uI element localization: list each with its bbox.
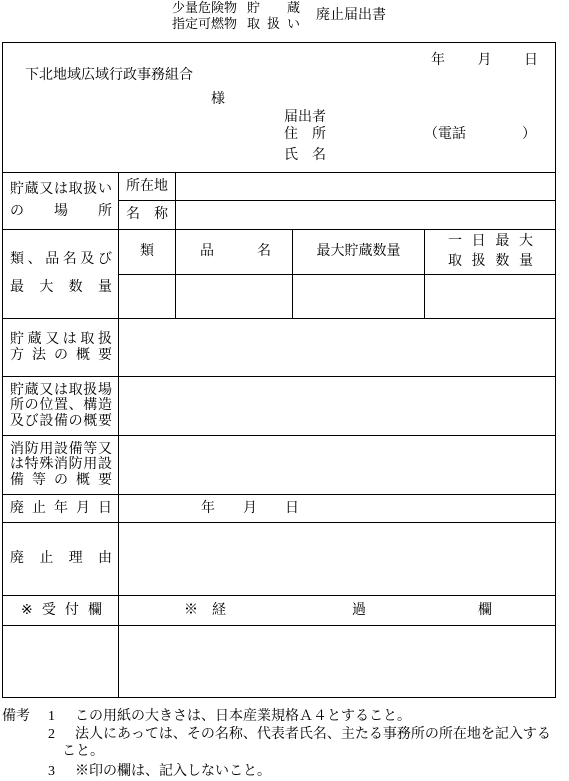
glyph: 構 <box>83 398 98 414</box>
glyph: 扱 <box>83 382 98 398</box>
document-title <box>172 0 386 32</box>
kinds-label-line <box>10 246 112 274</box>
glyph: 最 <box>495 234 510 249</box>
glyph: 年 <box>54 500 68 516</box>
method-label-line <box>10 332 112 348</box>
glyph: 消 <box>53 457 68 473</box>
glyph: 数 <box>495 254 510 269</box>
method-value-cell <box>119 319 556 377</box>
storage-location-label-line <box>10 179 112 201</box>
fire-equipment-label-line <box>10 457 112 473</box>
glyph: 法 <box>32 347 46 363</box>
glyph: 設 <box>97 457 112 473</box>
note-text: この用紙の大きさは、日本産業規格Ａ４とすること。 <box>75 709 411 724</box>
glyph: 概 <box>76 472 90 488</box>
glyph: 蔵 <box>27 331 42 347</box>
title-category-line: 少量危険物 <box>172 0 238 15</box>
title-main: 廃止届出書 <box>316 8 386 23</box>
glyph: 日 <box>471 234 486 249</box>
max-storage-header-cell <box>293 230 425 275</box>
recipient-name: 下北地域広域行政事務組合 <box>25 67 193 83</box>
fire-equipment-label-line <box>10 442 112 458</box>
note-number: 1 <box>48 709 55 724</box>
glyph: 扱 <box>97 331 112 347</box>
glyph: 品 <box>200 244 214 259</box>
applicant-phone-label: （電話 ） <box>424 126 536 142</box>
glyph: 日 <box>98 500 112 516</box>
glyph: の <box>68 413 83 429</box>
abolition-date-label-cell <box>3 495 119 523</box>
address-label-cell <box>119 173 176 201</box>
max-storage-value-cell <box>293 275 425 319</box>
glyph: 名 <box>257 244 271 259</box>
glyph: 要 <box>98 347 112 363</box>
kind-header: 類 <box>140 244 154 259</box>
glyph: 要 <box>97 413 112 429</box>
address-label <box>126 179 168 195</box>
glyph: 所 <box>98 204 112 219</box>
glyph: は <box>10 457 24 473</box>
glyph: 一 <box>448 234 462 249</box>
address-value-cell <box>176 173 556 201</box>
reception-value-cell <box>3 626 119 698</box>
glyph: 等 <box>83 441 98 457</box>
kind-value-cell <box>119 275 176 319</box>
glyph: 取 <box>68 182 83 197</box>
title-category-column <box>172 0 240 32</box>
applicant-address-label: 住 所 <box>284 126 326 142</box>
product-name-header-cell <box>176 230 293 275</box>
glyph: 付 <box>64 602 79 618</box>
glyph: 、 <box>68 398 83 414</box>
glyph: 等 <box>32 472 46 488</box>
glyph: 月 <box>76 500 90 516</box>
facility-name-label-cell <box>119 201 176 230</box>
glyph: 場 <box>54 204 68 219</box>
glyph: 貯 <box>10 182 24 197</box>
glyph: 由 <box>97 551 112 566</box>
kind-header-cell <box>119 230 176 275</box>
max-handling-header-line <box>448 252 533 272</box>
glyph: 大 <box>518 234 533 249</box>
glyph: 用 <box>83 457 98 473</box>
glyph: 取 <box>247 16 261 31</box>
glyph: 量 <box>97 280 112 295</box>
reason-label <box>10 551 112 567</box>
glyph: 品 <box>45 252 60 267</box>
glyph: 蔵 <box>24 382 39 398</box>
glyph: の <box>54 347 68 363</box>
glyph: 、 <box>27 252 42 267</box>
applicant-name-label: 氏 名 <box>284 147 326 163</box>
reason-value-cell <box>119 523 556 596</box>
glyph: 位 <box>39 398 54 414</box>
note-text: 法人にあっては、その名称、代表者氏名、主たる事務所の所在地を記入する <box>75 727 551 742</box>
glyph: 扱 <box>471 254 486 269</box>
facility-name-label <box>126 207 168 223</box>
glyph: 欄 <box>87 602 102 618</box>
glyph: 取 <box>80 331 95 347</box>
reception-label <box>21 603 102 619</box>
recipient-honorific: 様 <box>211 91 225 107</box>
max-handling-value-cell <box>425 275 556 319</box>
progress-label-cell <box>119 596 556 626</box>
method-label-cell <box>3 319 119 377</box>
glyph: 地 <box>154 178 168 194</box>
note-number: 2 <box>48 727 55 742</box>
glyph: 貯 <box>10 331 24 347</box>
glyph: 廃 <box>10 500 24 516</box>
glyph: 又 <box>45 331 60 347</box>
glyph: の <box>24 398 39 414</box>
glyph: 廃 <box>10 551 24 566</box>
glyph: 蔵 <box>24 182 39 197</box>
structure-label-line <box>10 398 112 414</box>
glyph: 及 <box>10 413 24 429</box>
glyph: 最 <box>10 280 24 295</box>
glyph: 置 <box>53 398 68 414</box>
max-handling-header-line <box>448 232 533 252</box>
glyph: 止 <box>39 551 54 566</box>
glyph: は <box>53 182 68 197</box>
product-name-value-cell <box>176 275 293 319</box>
structure-value-cell <box>119 377 556 436</box>
product-name-header <box>200 244 271 260</box>
storage-location-label-line <box>10 201 112 223</box>
glyph: 扱 <box>266 16 280 31</box>
progress-label: ※ 経 過 欄 <box>184 602 492 618</box>
fire-equipment-label-line <box>10 473 112 489</box>
progress-value-cell <box>119 626 556 698</box>
fire-equipment-label-cell <box>3 436 119 495</box>
note-text-continuation: こと。 <box>62 744 104 759</box>
glyph: い <box>286 16 300 31</box>
glyph: い <box>97 182 112 197</box>
applicant-label: 届出者 <box>284 109 326 125</box>
glyph: 及 <box>80 252 95 267</box>
glyph: の <box>54 472 68 488</box>
structure-label-cell <box>3 377 119 436</box>
glyph: び <box>24 413 39 429</box>
title-action-column <box>247 0 300 32</box>
glyph: 扱 <box>83 182 98 197</box>
glyph: 貯 <box>247 0 261 15</box>
glyph: 量 <box>518 254 533 269</box>
abolition-date-value-cell <box>119 495 556 523</box>
glyph: 備 <box>68 441 83 457</box>
max-storage-header: 最大貯蔵数量 <box>316 244 401 259</box>
reason-label-cell <box>3 523 119 596</box>
note-text: ※印の欄は、記入しないこと。 <box>75 764 271 779</box>
glyph: び <box>97 252 112 267</box>
glyph: 要 <box>98 472 112 488</box>
glyph: 理 <box>68 551 83 566</box>
glyph: 又 <box>39 382 54 398</box>
glyph: ※ <box>21 602 33 618</box>
glyph: 概 <box>76 347 90 363</box>
fire-equipment-value-cell <box>119 436 556 495</box>
abolition-date-label <box>10 501 112 517</box>
glyph: 又 <box>97 441 112 457</box>
glyph: 名 <box>62 252 77 267</box>
glyph: 在 <box>140 178 154 194</box>
max-handling-header-cell <box>425 230 556 275</box>
glyph: 概 <box>83 413 98 429</box>
glyph: は <box>53 382 68 398</box>
glyph: 所 <box>126 178 140 194</box>
header-section <box>3 43 556 173</box>
method-label-line <box>10 348 112 364</box>
notification-form <box>2 42 556 698</box>
structure-label-line <box>10 414 112 430</box>
storage-location-label-cell <box>3 173 119 230</box>
glyph: 防 <box>68 457 83 473</box>
glyph: 造 <box>97 398 112 414</box>
title-action-line <box>247 0 300 16</box>
notes-heading: 備考 <box>2 709 30 724</box>
glyph: 又 <box>39 182 54 197</box>
glyph: 数 <box>68 280 83 295</box>
glyph: は <box>62 331 77 347</box>
glyph: 所 <box>10 398 24 414</box>
glyph: 用 <box>39 441 54 457</box>
structure-label-line <box>10 383 112 399</box>
kinds-label-line <box>10 274 112 302</box>
glyph: 称 <box>154 207 168 222</box>
submission-date: 年 月 日 <box>431 52 540 68</box>
glyph: の <box>10 204 24 219</box>
glyph: 備 <box>53 413 68 429</box>
glyph: 止 <box>32 500 46 516</box>
glyph: 防 <box>24 441 39 457</box>
glyph: 類 <box>10 252 24 267</box>
glyph: 方 <box>10 347 24 363</box>
abolition-date-value: 年 月 日 <box>201 500 299 516</box>
glyph: 設 <box>53 441 68 457</box>
reception-label-cell <box>3 596 119 626</box>
glyph: 貯 <box>10 382 24 398</box>
glyph: 殊 <box>39 457 54 473</box>
glyph: 蔵 <box>286 0 300 15</box>
glyph: 特 <box>24 457 39 473</box>
glyph: 消 <box>10 441 24 457</box>
glyph: 受 <box>41 602 56 618</box>
glyph: 名 <box>126 207 140 222</box>
facility-name-value-cell <box>176 201 556 230</box>
glyph: 場 <box>97 382 112 398</box>
glyph: 取 <box>68 382 83 398</box>
glyph: 取 <box>448 254 462 269</box>
note-number: 3 <box>48 764 55 779</box>
kinds-label-cell <box>3 230 119 319</box>
glyph: 備 <box>10 472 24 488</box>
title-category-line: 指定可燃物 <box>172 16 238 31</box>
glyph: 設 <box>39 413 54 429</box>
glyph: 大 <box>39 280 54 295</box>
title-action-line <box>247 16 300 32</box>
